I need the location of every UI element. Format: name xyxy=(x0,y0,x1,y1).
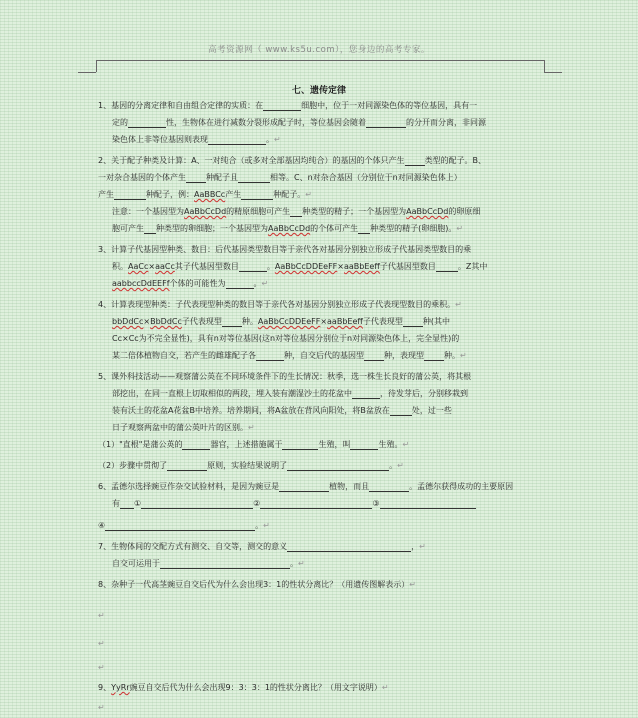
fill-blank xyxy=(182,440,210,450)
text-run: 9、 xyxy=(98,683,112,692)
text-run: 子代表现型 xyxy=(181,317,222,326)
text-run: 的精原细胞可产生 xyxy=(226,207,291,216)
text-run: 。 xyxy=(389,461,398,470)
paragraph-mark: ↵ xyxy=(402,440,410,449)
text-run: 其子代基因型数目 xyxy=(174,262,239,271)
text-line xyxy=(112,207,480,217)
text-line xyxy=(98,372,471,382)
paragraph-mark: ↵ xyxy=(305,190,312,199)
margin-mark-left xyxy=(78,72,96,73)
spellcheck-word: aabbccDdEEFf xyxy=(112,279,170,288)
text-line xyxy=(98,173,462,183)
fill-blank xyxy=(436,262,458,272)
text-line xyxy=(112,224,463,234)
text-run: 产生 xyxy=(98,190,114,199)
paragraph-mark: ↵ xyxy=(298,559,305,568)
text-line xyxy=(98,461,404,471)
document-title: 七、遗传定律 xyxy=(291,86,346,96)
text-run: 一对杂合基因的个体产生 xyxy=(98,173,186,182)
text-line xyxy=(98,521,270,531)
text-run: 。Z其中 xyxy=(457,262,488,271)
text-run: ， xyxy=(411,542,420,551)
text-run: （1）"直根"是蒲公英的 xyxy=(98,440,183,449)
fill-blank xyxy=(390,406,412,416)
text-line xyxy=(98,300,462,310)
fill-blank xyxy=(144,224,156,234)
text-run: 种，表现型 xyxy=(384,351,424,360)
paragraph-mark: ↵ xyxy=(98,663,105,672)
fill-blank xyxy=(350,440,378,450)
text-run: × xyxy=(320,317,328,326)
paragraph-mark: ↵ xyxy=(409,580,416,589)
text-run: 原则，实验结果说明了 xyxy=(207,461,288,470)
paragraph-mark: ↵ xyxy=(98,611,105,620)
text-line xyxy=(112,317,450,327)
text-run: 生殖。 xyxy=(378,440,403,449)
text-run: 某二倍体植物自交，若产生的雌雄配子各 xyxy=(112,351,256,360)
text-run: 种配子。 xyxy=(273,190,306,199)
paragraph-mark: ↵ xyxy=(455,300,462,309)
header-corner-right xyxy=(544,60,545,72)
fill-blank xyxy=(366,118,406,128)
text-run: 8、杂种子一代高茎豌豆自交后代为什么会出现3：1的性状分离比？（用遗传图解表示） xyxy=(98,580,410,589)
text-run: 种类型的精子(卵细胞)。 xyxy=(370,224,457,233)
text-run: 7、生物体间的交配方式有测交、自交等，测交的意义 xyxy=(98,542,288,551)
fill-blank xyxy=(238,173,270,183)
spellcheck-word: aaCc xyxy=(155,262,175,271)
text-line xyxy=(112,135,281,145)
spellcheck-word: aaBbEeff xyxy=(344,262,380,271)
text-line xyxy=(98,440,409,450)
text-run: ① xyxy=(134,499,142,508)
margin-mark-right xyxy=(544,72,562,73)
text-run: 种，自交后代的基因型 xyxy=(284,351,364,360)
page-header: 高考资源网（ www.ks5u.com），您身边的高考专家。 xyxy=(208,45,430,55)
fill-blank xyxy=(141,499,253,509)
fill-blank xyxy=(369,482,409,492)
fill-blank xyxy=(364,351,384,361)
text-line xyxy=(98,683,389,693)
text-run: 5、课外科技活动——观察蒲公英在不同环境条件下的生长情况：秋季，选一株生长良好的蒲公英，将其根 xyxy=(98,372,472,381)
text-line xyxy=(112,559,305,569)
text-run: 种配子且 xyxy=(206,173,238,182)
text-run: 种类型的精子；一个基因型为 xyxy=(302,207,407,216)
paragraph-mark: ↵ xyxy=(98,703,105,712)
text-run: × xyxy=(337,262,344,271)
spellcheck-word: AaCc xyxy=(128,262,149,271)
fill-blank xyxy=(358,224,370,234)
text-run: 产生 xyxy=(225,190,242,199)
text-run: 子代表现型 xyxy=(362,317,403,326)
text-line xyxy=(112,262,487,272)
text-line xyxy=(98,482,513,492)
text-run: 。 xyxy=(266,135,274,144)
spellcheck-word: AaBBCc xyxy=(194,190,226,199)
text-line xyxy=(112,423,255,433)
fill-blank xyxy=(380,499,476,509)
fill-blank xyxy=(290,207,302,217)
paragraph-mark: ↵ xyxy=(419,542,426,551)
text-line xyxy=(98,542,426,552)
text-run: 处，过一些 xyxy=(411,406,452,415)
text-run: 种配子，例： xyxy=(146,190,194,199)
fill-blank xyxy=(167,461,207,471)
text-run: Cc×Cc为不完全显性)，具有n对等位基因(这n对等位基因分别位于n对同源染色体上，完全显性)的 xyxy=(112,334,460,343)
header-corner-left xyxy=(96,60,97,72)
text-run: 的分开而分离，非同源 xyxy=(406,118,486,127)
fill-blank xyxy=(256,351,284,361)
text-run: ④ xyxy=(98,521,106,530)
text-run: 生殖，叫 xyxy=(318,440,351,449)
fill-blank xyxy=(403,317,423,327)
text-run: 植物，而且 xyxy=(329,482,370,491)
text-run: 种。 xyxy=(241,317,258,326)
fill-blank xyxy=(287,461,389,471)
text-run: × xyxy=(148,262,156,271)
text-run: 注意：一个基因型为 xyxy=(112,207,184,216)
spellcheck-word: AaBbCcDd xyxy=(268,224,311,233)
paragraph-mark: ↵ xyxy=(261,279,269,288)
text-line xyxy=(98,156,486,166)
text-run: 定的 xyxy=(112,118,128,127)
text-run: 。 xyxy=(266,262,275,271)
fill-blank xyxy=(114,190,146,200)
text-line xyxy=(112,499,476,509)
text-run: 性，生物体在进行减数分裂形成配子时，等位基因会随着 xyxy=(166,118,366,127)
fill-blank xyxy=(226,279,254,289)
spellcheck-word: aaBbEeff xyxy=(327,317,363,326)
spellcheck-word: AaBbCcDDEeFF xyxy=(274,262,338,271)
text-run: 2、关于配子种类及计算：A、一对纯合（或多对全部基因均纯合）的基因的个体只产生 xyxy=(98,156,405,165)
paragraph-mark: ↵ xyxy=(98,639,105,648)
text-run: ② xyxy=(253,499,261,508)
text-run: 细胞中，位于一对同源染色体的等位基因，具有一 xyxy=(301,101,478,110)
spellcheck-word: AaBbCcDd xyxy=(184,207,227,216)
paragraph-mark: ↵ xyxy=(460,351,467,360)
text-run: 。 xyxy=(290,559,298,568)
spellcheck-word: AaBbCcDDEeFF xyxy=(257,317,321,326)
fill-blank xyxy=(260,499,372,509)
text-line xyxy=(112,389,468,399)
text-run: （2）步骤中贯彻了 xyxy=(98,461,168,470)
text-run: 相等。C、n对杂合基因（分别位于n对同源染色体上） xyxy=(270,173,462,182)
fill-blank xyxy=(263,101,301,111)
text-line xyxy=(98,245,471,255)
text-run: 。 xyxy=(253,279,262,288)
text-run: ，待发芽后，分别移栽到 xyxy=(380,389,468,398)
fill-blank xyxy=(222,317,242,327)
spellcheck-word: bbDdCc xyxy=(112,317,144,326)
fill-blank xyxy=(120,499,134,509)
text-run: 器官，上述措施属于 xyxy=(210,440,283,449)
paragraph-mark: ↵ xyxy=(248,423,255,432)
fill-blank xyxy=(186,173,206,183)
text-run: 染色体上非等位基因则表现 xyxy=(112,135,208,144)
text-run: 1、基因的分离定律和自由组合定律的实质：在 xyxy=(98,101,264,110)
paragraph-mark: ↵ xyxy=(456,224,464,233)
text-run: 日子观察两盆中的蒲公英叶片的区别。 xyxy=(112,423,248,432)
text-run: 的卵原细 xyxy=(448,207,481,216)
paragraph-mark: ↵ xyxy=(397,461,404,470)
text-run: 6、孟德尔选择豌豆作杂交试验材料，是因为豌豆是 xyxy=(98,482,280,491)
paragraph-mark: ↵ xyxy=(381,683,389,692)
fill-blank xyxy=(208,135,266,145)
text-run: 自交可运用于 xyxy=(112,559,160,568)
fill-blank xyxy=(424,351,444,361)
text-run: 3、计算子代基因型种类、数目：后代基因类型数目等于亲代各对基因分别独立形成子代基因类型数目的乘 xyxy=(98,245,472,254)
spellcheck-word: YyRr xyxy=(111,683,130,692)
spellcheck-word: AaBbCcDd xyxy=(406,207,449,216)
text-run: 4、计算表现型种类：子代表现型种类的数目等于亲代各对基因分别独立形成子代表现型数目的乘积。 xyxy=(98,300,456,309)
text-run: 豌豆自交后代为什么会出现9：3：3：1的性状分离比？（用文字说明） xyxy=(129,683,382,692)
fill-blank xyxy=(160,559,290,569)
text-run: 。孟德尔获得成功的主要原因 xyxy=(409,482,514,491)
paragraph-mark: ↵ xyxy=(274,135,281,144)
fill-blank xyxy=(239,262,267,272)
text-run: ③ xyxy=(372,499,380,508)
text-line xyxy=(98,663,105,673)
text-line xyxy=(112,279,268,289)
text-run: 个体的可能性为 xyxy=(169,279,226,288)
text-line xyxy=(98,580,416,590)
fill-blank xyxy=(405,156,425,166)
text-run: 子代基因型数目 xyxy=(379,262,436,271)
spellcheck-word: BbDdCc xyxy=(150,317,182,326)
paragraph-mark: ↵ xyxy=(263,521,270,530)
text-run: 。 xyxy=(255,521,264,530)
header-rule xyxy=(96,60,544,61)
fill-blank xyxy=(128,118,166,128)
text-run: 种。 xyxy=(444,351,460,360)
text-run: 装有沃土的花盆A花盆B中培养。培养期间，将A盆放在背风向阳处，将B盆放在 xyxy=(112,406,390,415)
fill-blank xyxy=(287,542,411,552)
text-run: 胞可产生 xyxy=(112,224,144,233)
text-line xyxy=(112,334,459,344)
text-run: 的个体可产生 xyxy=(310,224,359,233)
text-run: × xyxy=(143,317,151,326)
fill-blank xyxy=(282,440,318,450)
text-line xyxy=(98,611,105,621)
fill-blank xyxy=(352,389,380,399)
text-line xyxy=(98,639,105,649)
text-run: 部挖出，在同一直根上切取相似的两段，埋入装有潮湿沙土的花盆中 xyxy=(112,389,352,398)
text-line xyxy=(98,101,477,111)
text-run: 积。 xyxy=(112,262,128,271)
text-line xyxy=(98,190,312,200)
fill-blank xyxy=(241,190,273,200)
text-run: 种(其中 xyxy=(422,317,451,326)
text-run: 类型的配子。B、 xyxy=(424,156,487,165)
text-line xyxy=(112,118,486,128)
text-run: 有 xyxy=(112,499,120,508)
fill-blank xyxy=(105,521,255,531)
text-run: 种类型的卵细胞；一个基因型为 xyxy=(156,224,268,233)
text-line xyxy=(98,703,105,713)
text-line xyxy=(112,406,452,416)
text-line xyxy=(112,351,467,361)
fill-blank xyxy=(279,482,329,492)
